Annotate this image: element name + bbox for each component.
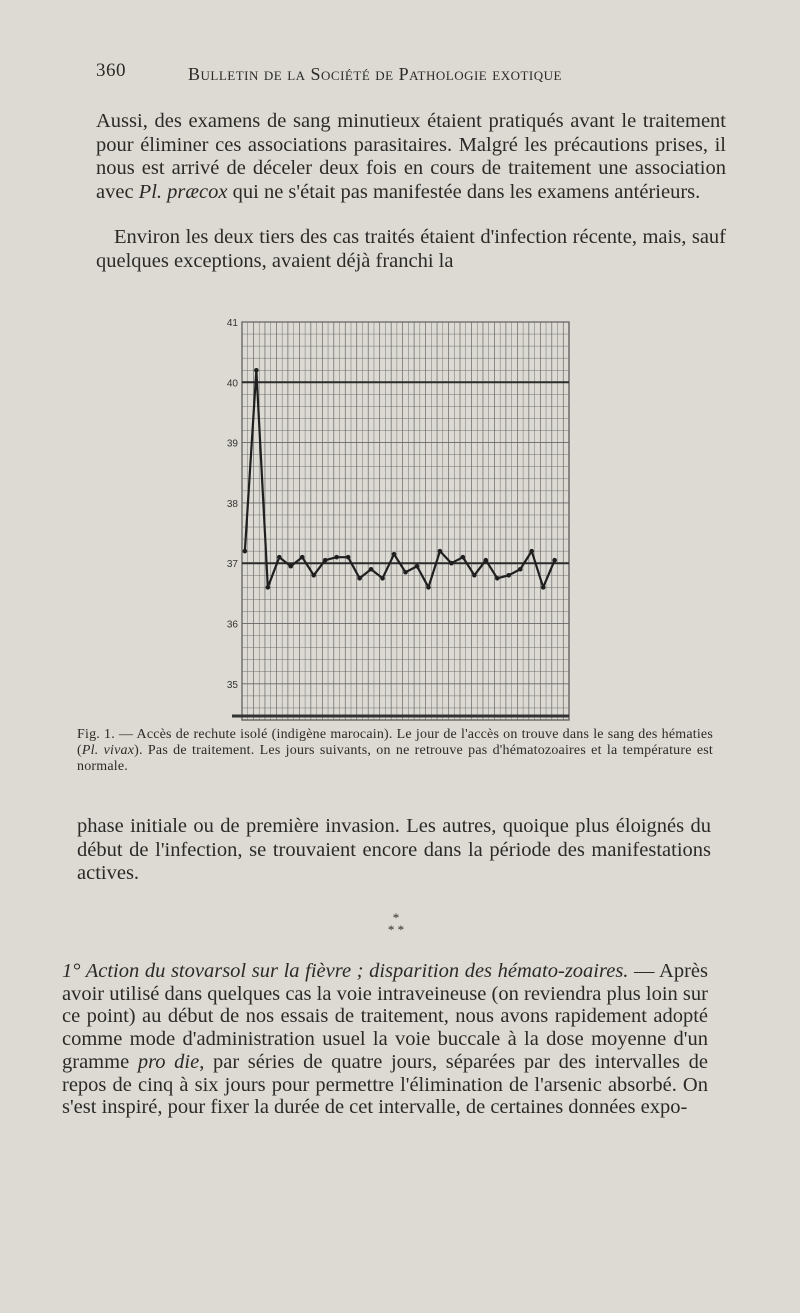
paragraph-text: Environ les deux tiers des cas traités étaient d'infection récente, mais, sauf quelques exceptions, avaient déjà franchi la (96, 226, 726, 272)
temperature-point (552, 558, 557, 563)
temperature-point (369, 567, 374, 572)
section-title: 1° Action du stovarsol sur la fièvre ; disparition des hémato-zoaires. (62, 960, 629, 982)
separator-star: * (392, 910, 400, 925)
temperature-point (506, 573, 511, 578)
temperature-point (288, 564, 293, 569)
page-number: 360 (96, 60, 126, 81)
paragraph-phase-initiale (77, 815, 711, 886)
paragraph-text: — Après avoir utilisé dans quelques cas la voie intraveineuse (on reviendra plus loin sur ce point) au début de nos essais de traitement, nous avons rapidement adopté comme mode d'administration usuel la voie buccale à la dose moyenne d'un gramme (62, 960, 709, 1073)
y-tick-label: 35 (226, 679, 238, 691)
caption-species: Pl. vivax (81, 743, 135, 758)
temperature-point (415, 564, 420, 569)
temperature-chart (214, 312, 574, 732)
y-tick-label: 36 (226, 619, 238, 631)
temperature-point (311, 573, 316, 578)
y-tick-label: 37 (226, 559, 238, 571)
temperature-point (449, 561, 454, 566)
paragraph-action-stovarsol (62, 960, 708, 1119)
temperature-point (438, 549, 443, 554)
caption-text: ). Pas de traitement. Les jours suivants, on ne retrouve pas d'hématozoaires et la température est normale. (77, 743, 713, 774)
paragraph-infection-recente (96, 226, 726, 273)
temperature-point (392, 552, 397, 557)
temperature-point (529, 549, 534, 554)
temperature-point (266, 585, 271, 590)
temperature-point (495, 576, 500, 581)
species-name: Pl. præcox (138, 180, 228, 203)
temperature-point (472, 573, 477, 578)
y-tick-label: 41 (226, 318, 238, 329)
paragraph-text: Aussi, des examens de sang minutieux étaient pratiqués avant le traitement pour éliminer ces associations parasitaires. Malgré les précautions prises, il nous est arrivé de déceler deux fois en cours de traitement une association avec (96, 110, 726, 203)
temperature-point (518, 567, 523, 572)
temperature-point (484, 558, 489, 563)
paragraph-text: , par séries de quatre jours, séparées par des intervalles de repos de cinq à six jours pour permettre l'élimination de l'arsenic absorbé. On s'est inspiré, pour fixer la durée de cet intervalle, de certaines données expo- (62, 1050, 708, 1119)
temperature-point (403, 570, 408, 575)
temperature-point (277, 555, 282, 560)
paragraph-text: phase initiale ou de première invasion. Les autres, quoique plus éloignés du début de l'infection, se trouvaient encore dans la période des manifestations actives. (77, 815, 711, 884)
temperature-point (346, 555, 351, 560)
temperature-point (300, 555, 305, 560)
temperature-point (243, 549, 248, 554)
temperature-point (254, 368, 259, 373)
temperature-point (380, 576, 385, 581)
temperature-point (357, 576, 362, 581)
latin-term: pro die (137, 1050, 200, 1073)
figure-caption (77, 727, 713, 775)
temperature-point (426, 585, 431, 590)
section-separator (376, 912, 416, 936)
temperature-point (334, 555, 339, 560)
y-tick-label: 39 (226, 438, 238, 450)
temperature-point (541, 585, 546, 590)
paragraph-associations (96, 110, 726, 204)
page-header (96, 58, 696, 88)
separator-stars: * * (387, 922, 405, 937)
caption-text: Fig. 1. — Accès de rechute isolé (indigène marocain). Le jour de l'accès on trouve dans le sang des hématies ( (77, 727, 713, 758)
chart-y-ticks (227, 318, 239, 691)
temperature-point (461, 555, 466, 560)
y-tick-label: 40 (226, 378, 238, 390)
y-tick-label: 38 (226, 498, 238, 510)
running-title: Bulletin de la Société de Pathologie exotique (188, 64, 562, 84)
chart-reference-lines (242, 382, 569, 563)
paragraph-text: qui ne s'était pas manifestée dans les examens antérieurs. (227, 180, 701, 203)
temperature-point (323, 558, 328, 563)
